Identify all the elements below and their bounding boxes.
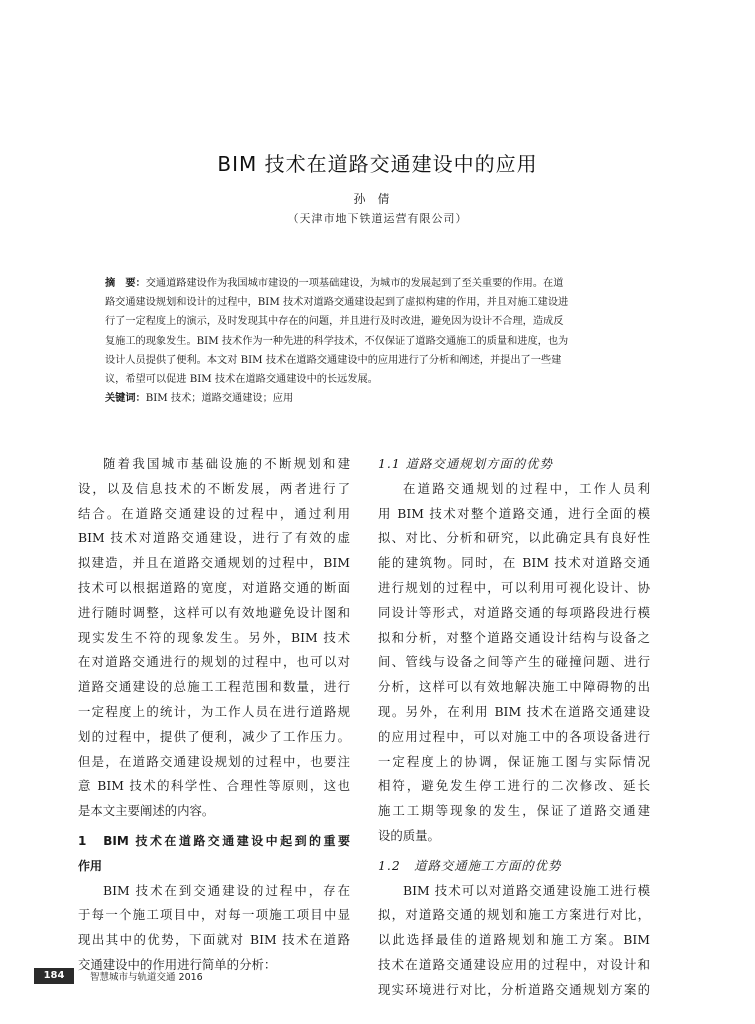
paragraph-line: BIM 技术在到交通建设的过程中，存在 — [103, 882, 350, 898]
journal-name: 智慧城市与轨道交通 2016 — [90, 972, 203, 983]
paragraph-line: 技术在道路交通建设应用的过程中，对设计和 — [378, 956, 650, 972]
abstract-label: 摘 要： — [105, 278, 146, 289]
page-footer — [0, 968, 755, 998]
paragraph-line: 同设计等形式，对道路交通的每项路段进行模 — [378, 604, 650, 620]
keywords-label: 关键词： — [105, 393, 146, 405]
left-column — [78, 452, 350, 978]
subsection-heading: 1.1 道路交通规划方面的优势 — [378, 456, 553, 471]
author-name: 孙倩 — [353, 192, 402, 206]
keywords-text: BIM 技术；道路交通建设；应用 — [145, 393, 294, 405]
abstract-line-5: 设计人员提供了便利。本文对 BIM 技术在道路交通建设中的应用进行了分析和阐述，并提出了一些建 — [105, 354, 562, 366]
paragraph-line: 相符，避免发生停工进行的二次修改、延长 — [378, 778, 650, 794]
paragraph-line: 道路交通建设的总施工工程范围和数量，进行 — [78, 679, 350, 695]
abstract-line-3: 行了一定程度上的演示，及时发现其中存在的问题，并且进行及时改进，避免因为设计不合理，造成反 — [105, 316, 564, 328]
paragraph-line: 分析，这样可以有效地解决施工中障碍物的出 — [378, 679, 650, 695]
abstract-text: 交通道路建设作为我国城市建设的一项基础建设，为城市的发展起到了至关重要的作用。在道 — [145, 278, 564, 289]
paragraph-line: BIM 技术可以对道路交通建设施工进行模 — [403, 882, 650, 898]
paragraph-line: 一定程度上的统计，为工作人员在进行道路规 — [78, 703, 350, 719]
paragraph-line: 拟，对道路交通的规划和施工方案进行对比， — [378, 907, 650, 923]
paragraph-line: 随着我国城市基础设施的不断规划和建 — [103, 456, 350, 471]
paragraph-line: 是本文主要阐述的内容。 — [78, 803, 215, 819]
abstract-line-6: 议，希望可以促进 BIM 技术在道路交通建设中的长远发展。 — [105, 373, 378, 385]
page-number: 184 — [34, 968, 74, 984]
section-heading: 1 BIM 技术在道路交通建设中起到的重要 — [78, 833, 350, 848]
paragraph-line: 一定程度上的协调，保证施工图与实际情况 — [378, 753, 650, 769]
paragraph-line: 现实环境进行对比，分析道路交通规划方案的 — [378, 981, 650, 997]
abstract-block — [105, 274, 650, 408]
paragraph-line: 设的质量。 — [378, 827, 440, 843]
paragraph-line: 结合。在道路交通建设的过程中，通过利用 — [78, 505, 350, 521]
paragraph-line: BIM 技术对道路交通建设，进行了有效的虚 — [78, 530, 350, 546]
paragraph-line: 技术可以根据道路的宽度，对道路交通的断面 — [78, 579, 350, 595]
paragraph-line: 拟建造，并且在道路交通规划的过程中，BIM — [78, 555, 350, 571]
paragraph-line: 现。另外，在利用 BIM 技术在道路交通建设 — [378, 703, 650, 719]
paragraph-line: 在对道路交通进行的规划的过程中，也可以对 — [78, 654, 350, 670]
paragraph-line: 现实发生不符的现象发生。另外，BIM 技术 — [78, 629, 350, 645]
paragraph-line: 拟和分析，对整个道路交通设计结构与设备之 — [378, 629, 650, 645]
right-column — [378, 452, 650, 1003]
paragraph-line: 以此选择最佳的道路规划和施工方案。BIM — [378, 932, 650, 948]
paragraph-line: 进行规划的过程中，可以利用可视化设计、协 — [378, 579, 650, 595]
paragraph-line: 用 BIM 技术对整个道路交通，进行全面的模 — [378, 505, 650, 521]
section-heading-cont: 作用 — [78, 858, 103, 873]
paragraph-line: 间、管线与设备之间等产生的碰撞问题、进行 — [378, 654, 650, 670]
paragraph-line: 拟、对比、分析和研究，以此确定具有良好性 — [378, 530, 650, 546]
paragraph-line: 但是，在道路交通建设规划的过程中，也要注 — [78, 753, 350, 769]
paragraph-line: 现出其中的优势，下面就对 BIM 技术在道路 — [78, 932, 350, 948]
paragraph-line: 施工工期等现象的发生，保证了道路交通建 — [378, 803, 650, 819]
subsection-heading: 1.2 道路交通施工方面的优势 — [378, 857, 562, 873]
paragraph-line: 交通建设中的作用进行简单的分析： — [78, 956, 277, 972]
author-affiliation: （天津市地下铁道运营有限公司） — [287, 212, 468, 225]
paper-title: BIM 技术在道路交通建设中的应用 — [217, 152, 538, 176]
paragraph-line: 划的过程中，提供了便利，减少了工作压力。 — [78, 728, 350, 744]
abstract-line-1 — [105, 274, 650, 293]
paragraph-line: 能的建筑物。同时，在 BIM 技术对道路交通 — [378, 555, 650, 571]
paragraph-line: 设，以及信息技术的不断发展，两者进行了 — [78, 480, 350, 496]
paragraph-line: 进行随时调整，这样可以有效地避免设计图和 — [78, 604, 350, 620]
paragraph-line: 于每一个施工项目中，对每一项施工项目中显 — [78, 907, 350, 923]
abstract-line-2: 路交通建设规划和设计的过程中，BIM 技术对道路交通建设起到了虚拟构建的作用，并且对施工建设进 — [105, 297, 569, 309]
keywords-line — [105, 389, 650, 408]
paragraph-line: 的应用过程中，可以对施工中的各项设备进行 — [378, 728, 650, 744]
paragraph-line: 在道路交通规划的过程中，工作人员利 — [403, 480, 650, 496]
paragraph-line: 意 BIM 技术的科学性、合理性等原则，这也 — [78, 778, 350, 794]
abstract-line-4: 复施工的现象发生。BIM 技术作为一种先进的科学技术，不仅保证了道路交通施工的质量和进度，也为 — [105, 335, 569, 347]
